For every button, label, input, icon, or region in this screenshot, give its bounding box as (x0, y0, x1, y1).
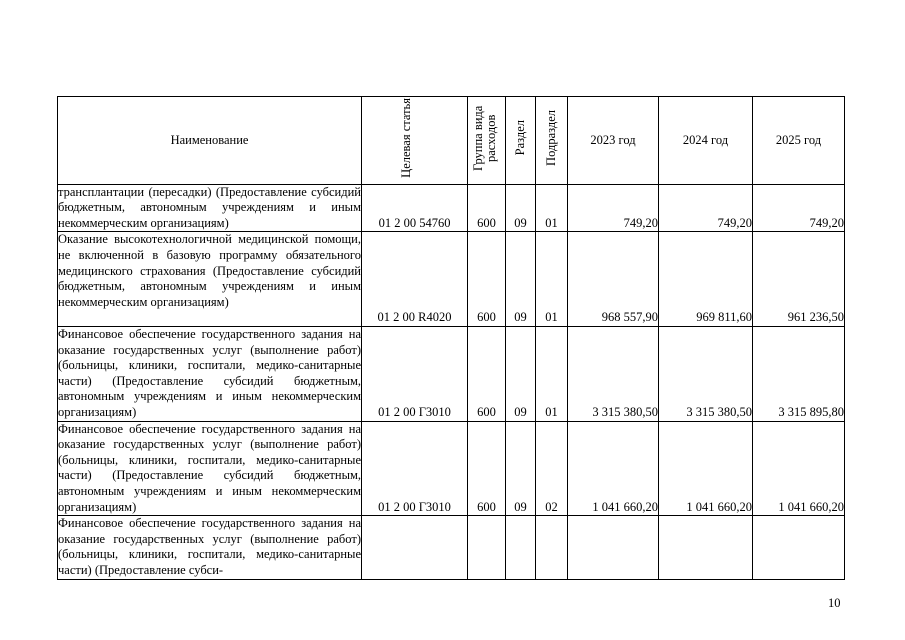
header-name: Наименование (58, 97, 362, 185)
row-name: Финансовое обеспечение государственного задания на оказание государственных услуг (выполнение работ) (больницы, клиники, госпитали, медико-санитарные части) (Предоставление субси- (58, 516, 362, 580)
header-2023: 2023 год (568, 97, 659, 185)
row-2025: 961 236,50 (753, 232, 845, 327)
row-2024: 749,20 (659, 184, 753, 232)
row-section: 09 (506, 232, 536, 327)
row-2024: 969 811,60 (659, 232, 753, 327)
row-group: 600 (468, 326, 506, 421)
header-expense-group: Группа вида расходов (468, 97, 506, 185)
row-2025: 1 041 660,20 (753, 421, 845, 516)
page-number: 10 (828, 596, 841, 610)
row-group: 600 (468, 184, 506, 232)
row-2024 (659, 516, 753, 580)
row-section (506, 516, 536, 580)
row-2025: 749,20 (753, 184, 845, 232)
row-2025: 3 315 895,80 (753, 326, 845, 421)
row-subsection (536, 516, 568, 580)
row-group: 600 (468, 421, 506, 516)
row-section: 09 (506, 326, 536, 421)
row-subsection: 01 (536, 326, 568, 421)
row-group: 600 (468, 232, 506, 327)
row-2023: 968 557,90 (568, 232, 659, 327)
row-group (468, 516, 506, 580)
row-code: 01 2 00 Г3010 (362, 326, 468, 421)
row-name: Финансовое обеспечение государственного задания на оказание государственных услуг (выполнение работ) (больницы, клиники, госпитали, медико-санитарные части) (Предоставление субсидий бюджетным, автономным учреждениям и иным некоммерческим организациям) (58, 326, 362, 421)
row-2023: 749,20 (568, 184, 659, 232)
row-2023: 1 041 660,20 (568, 421, 659, 516)
row-code: 01 2 00 Г3010 (362, 421, 468, 516)
row-code: 01 2 00 54760 (362, 184, 468, 232)
header-section: Раздел (506, 97, 536, 185)
row-subsection: 01 (536, 232, 568, 327)
table-row (58, 326, 845, 421)
row-2025 (753, 516, 845, 580)
row-section: 09 (506, 421, 536, 516)
row-name: Оказание высокотехнологичной медицинской помощи, не включенной в базовую программу обязательного медицинского страхования (Предоставление субсидий бюджетным, автономным учреждениям и иным некоммерческим организациям) (58, 232, 362, 327)
row-2024: 1 041 660,20 (659, 421, 753, 516)
row-section: 09 (506, 184, 536, 232)
header-subsection: Подраздел (536, 97, 568, 185)
row-code (362, 516, 468, 580)
row-subsection: 01 (536, 184, 568, 232)
header-2025: 2025 год (753, 97, 845, 185)
row-name: трансплантации (пересадки) (Предоставление субсидий бюджетным, автономным учреждениям и иным некоммерческим организациям) (58, 184, 362, 232)
row-code: 01 2 00 R4020 (362, 232, 468, 327)
row-subsection: 02 (536, 421, 568, 516)
header-target-article: Целевая статья (362, 97, 468, 185)
budget-table (57, 96, 845, 580)
row-2023: 3 315 380,50 (568, 326, 659, 421)
table-row (58, 184, 845, 232)
table-row (58, 516, 845, 580)
table-row (58, 421, 845, 516)
table-header-row (58, 97, 845, 185)
row-2023 (568, 516, 659, 580)
table-row (58, 232, 845, 327)
header-2024: 2024 год (659, 97, 753, 185)
row-2024: 3 315 380,50 (659, 326, 753, 421)
row-name: Финансовое обеспечение государственного задания на оказание государственных услуг (выполнение работ) (больницы, клиники, госпитали, медико-санитарные части) (Предоставление субсидий бюджетным, автономным учреждениям и иным некоммерческим организациям) (58, 421, 362, 516)
